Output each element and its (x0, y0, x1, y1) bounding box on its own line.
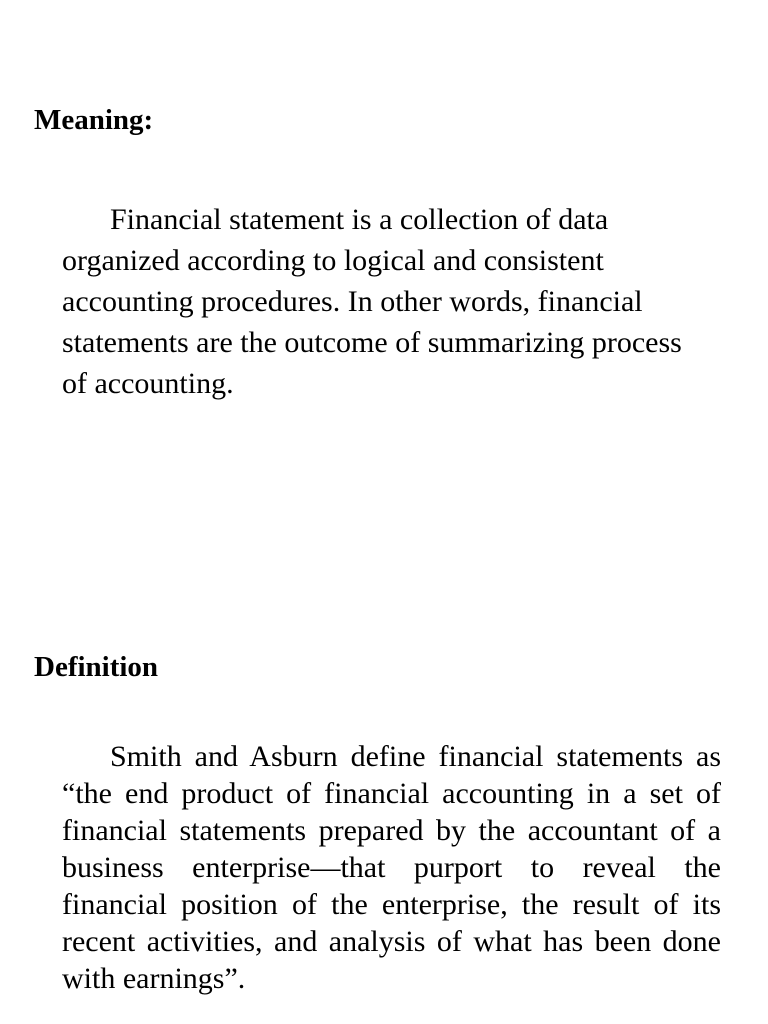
meaning-paragraph: Financial statement is a collection of data organized according to logical and consistent accounting procedures. In other words, financial statements are the outcome of summarizing process of accounting. (62, 203, 682, 400)
definition-heading: Definition (34, 651, 159, 683)
definition-paragraph: Smith and Asburn define financial statements as “the end product of financial accounting in a set of financial statements prepared by the accountant of a business enterprise—that purport to reveal the financial position of the enterprise, the result of its recent activities, and analysis of what has been done with earnings”. (62, 740, 721, 995)
meaning-heading: Meaning: (34, 104, 154, 136)
